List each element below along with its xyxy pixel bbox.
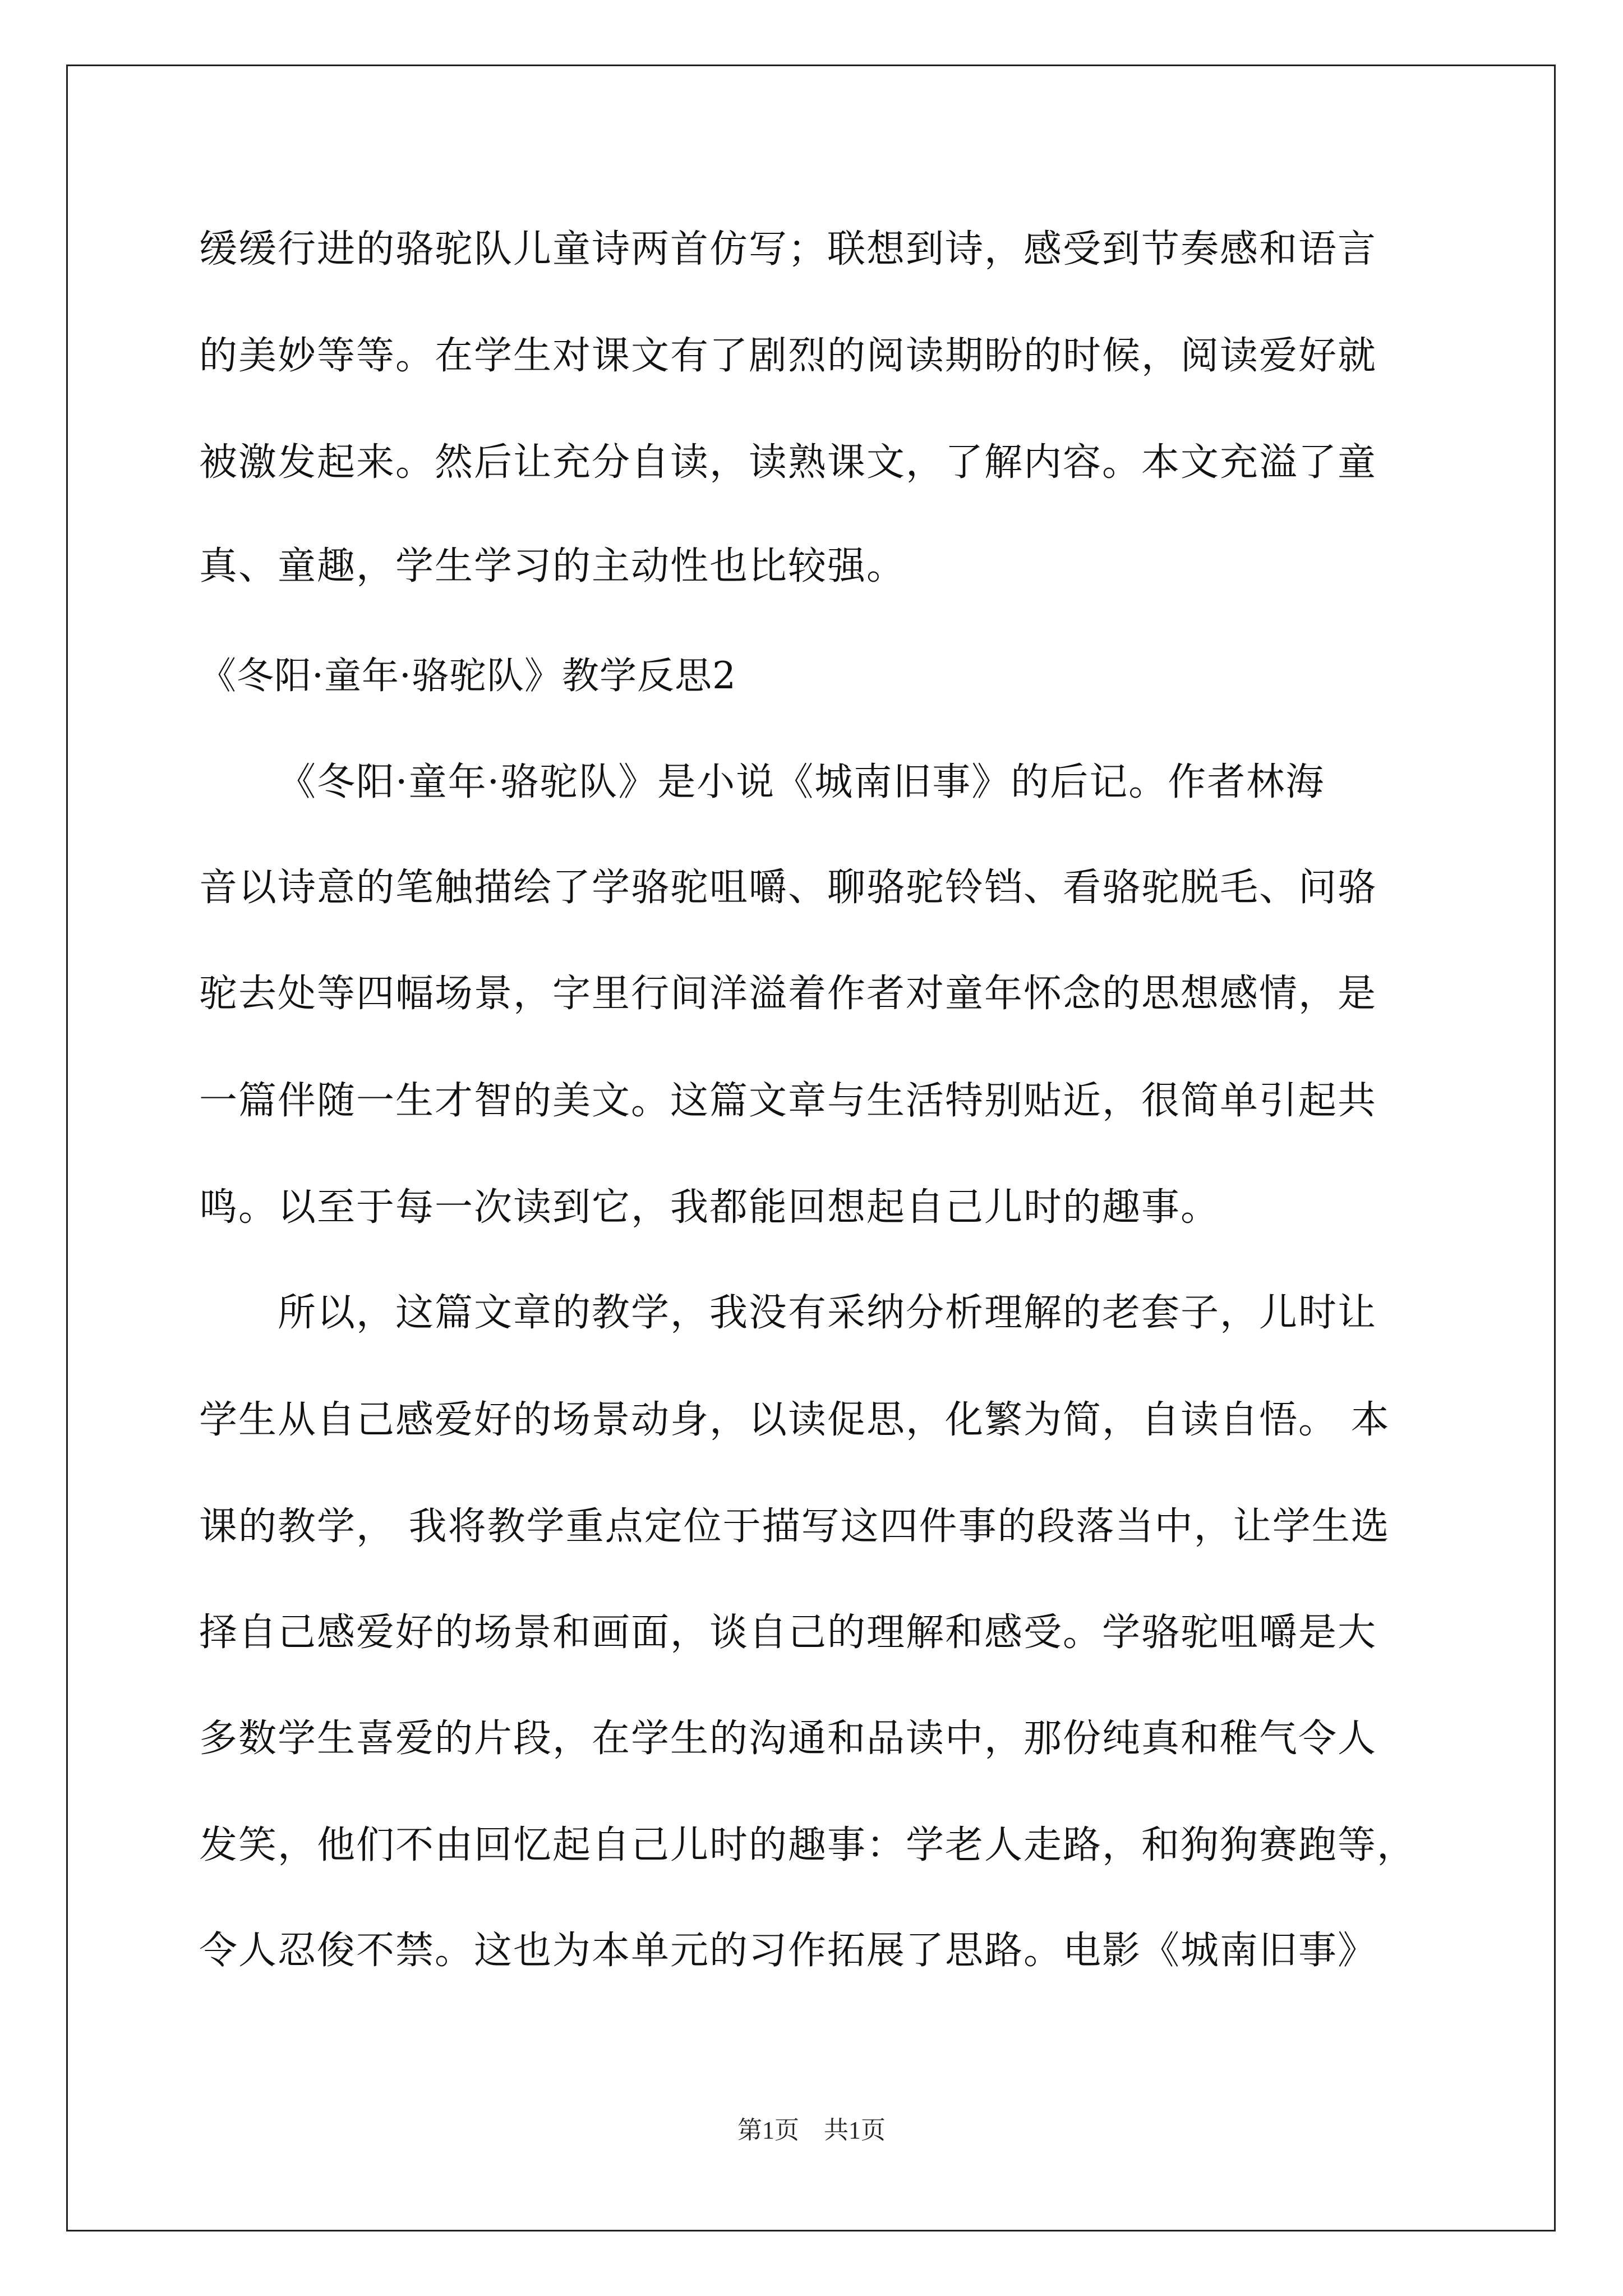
paragraph-1-line-1: 缓缓行进的骆驼队儿童诗两首仿写；联想到诗，感受到节奏感和语言 [199, 227, 1377, 272]
paragraph-3-line-2: 学生从自己感爱好的场景动身，以读促思，化繁为简，自读自悟。 本 [199, 1398, 1390, 1442]
paragraph-3-line-7: 令人忍俊不禁。这也为本单元的习作拓展了思路。电影《城南旧事》 [199, 1929, 1377, 1973]
paragraph-1-line-2: 的美妙等等。在学生对课文有了剧烈的阅读期盼的时候，阅读爱好就 [199, 334, 1377, 378]
paragraph-2-line-2: 音以诗意的笔触描绘了学骆驼咀嚼、聊骆驼铃铛、看骆驼脱毛、问骆 [199, 866, 1377, 910]
paragraph-3-line-5: 多数学生喜爱的片段，在学生的沟通和品读中，那份纯真和稚气令人 [199, 1717, 1377, 1761]
page-number-footer: 第1页 共1页 [737, 2116, 886, 2144]
paragraph-3-line-1: 所以，这篇文章的教学，我没有采纳分析理解的老套子，儿时让 [278, 1291, 1377, 1335]
paragraph-3-line-4: 择自己感爱好的场景和画面，谈自己的理解和感受。学骆驼咀嚼是大 [199, 1611, 1377, 1655]
page-border [66, 65, 1556, 2231]
paragraph-1-line-4: 真、童趣，学生学习的主动性也比较强。 [199, 544, 906, 588]
paragraph-3-line-6: 发笑，他们不由回忆起自己儿时的趣事：学老人走路，和狗狗赛跑等， [199, 1823, 1417, 1867]
paragraph-2-line-3: 驼去处等四幅场景，字里行间洋溢着作者对童年怀念的思想感情，是 [199, 972, 1377, 1016]
section-heading: 《冬阳·童年·骆驼队》教学反思2 [199, 654, 736, 697]
paragraph-2-line-1: 《冬阳·童年·骆驼队》是小说《城南旧事》的后记。作者林海 [278, 760, 1325, 804]
paragraph-1-line-3: 被激发起来。然后让充分自读，读熟课文，了解内容。本文充溢了童 [199, 440, 1377, 485]
paragraph-2-line-5: 鸣。以至于每一次读到它，我都能回想起自己儿时的趣事。 [199, 1185, 1220, 1230]
paragraph-3-line-3: 课的教学， 我将教学重点定位于描写这四件事的段落当中，让学生选 [199, 1504, 1390, 1549]
paragraph-2-line-4: 一篇伴随一生才智的美文。这篇文章与生活特别贴近，很简单引起共 [199, 1079, 1377, 1123]
